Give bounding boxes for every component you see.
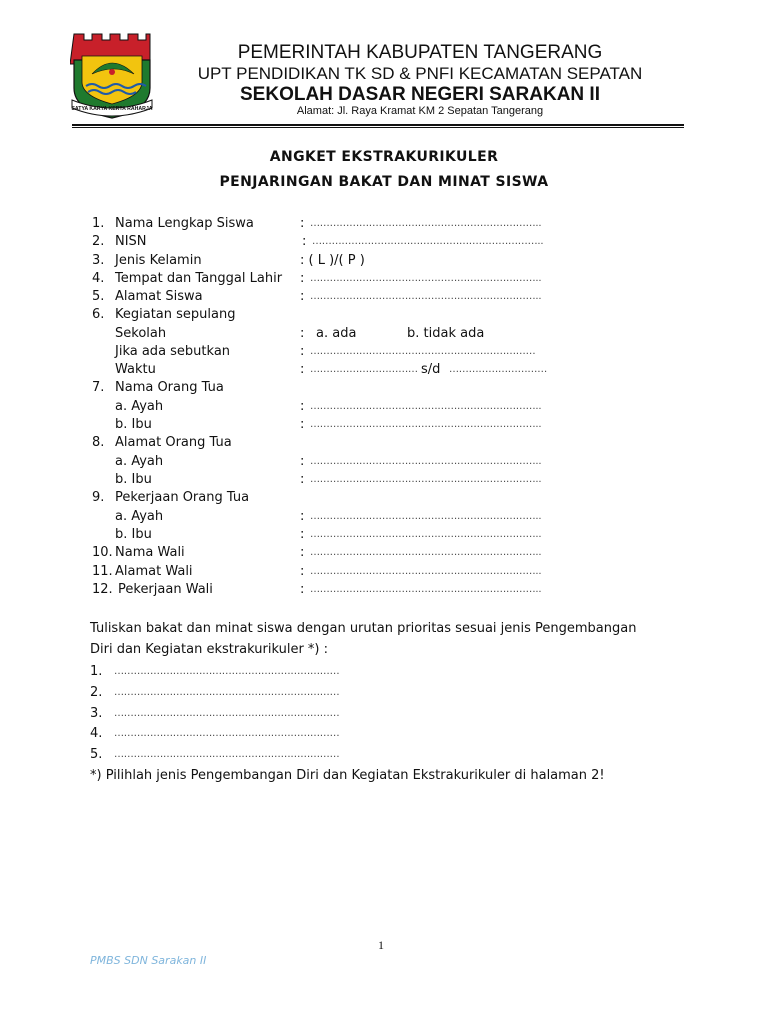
answer-blank[interactable]: ……………………………………………………………..	[310, 474, 542, 485]
answer-blank[interactable]: ……………………………………………………………..	[310, 419, 542, 430]
field-label: a. Ayah	[115, 509, 164, 524]
field-number: 8.	[92, 435, 105, 450]
field-label: Alamat Wali	[115, 564, 193, 579]
field-colon: :	[300, 417, 305, 432]
field-label: Tempat dan Tanggal Lahir	[115, 271, 283, 286]
field-number: 11.	[92, 564, 113, 579]
footer-watermark: PMBS SDN Sarakan II	[90, 954, 207, 967]
option-tidak-ada[interactable]: b. tidak ada	[407, 326, 485, 341]
field-colon: :	[300, 344, 305, 359]
answer-blank[interactable]: ……………………………………………………………..	[310, 566, 542, 577]
field-colon: :	[302, 234, 307, 249]
field-colon: :	[300, 582, 305, 597]
answer-blank[interactable]: ……………………………………………………………..	[310, 291, 542, 302]
answer-blank[interactable]: ……………………………………………………………..	[310, 456, 542, 467]
answer-blank[interactable]: ……………………………………………………………	[114, 666, 340, 677]
document-title: ANGKET EKSTRAKURIKULER	[269, 149, 499, 165]
document-subtitle: PENJARINGAN BAKAT DAN MINAT SISWA	[219, 174, 549, 190]
field-colon: :	[300, 527, 305, 542]
priority-number: 4.	[90, 726, 103, 741]
field-label: Nama Lengkap Siswa	[115, 216, 254, 231]
footnote: *) Pilihlah jenis Pengembangan Diri dan Kegiatan Ekstrakurikuler di halaman 2!	[90, 768, 605, 783]
field-colon: :	[300, 289, 305, 304]
header-address: Alamat: Jl. Raya Kramat KM 2 Sepatan Tangerang	[296, 105, 544, 117]
answer-blank[interactable]: ……………………………………………………………..	[310, 218, 542, 229]
header-divider-thick	[72, 124, 684, 126]
field-label: Jika ada sebutkan	[115, 344, 231, 359]
field-label: Kegiatan sepulang	[115, 307, 236, 322]
instruction-line-1: Tuliskan bakat dan minat siswa dengan urutan prioritas sesuai jenis Pengembangan	[90, 621, 637, 636]
kabupaten-tangerang-logo-icon	[70, 30, 154, 122]
field-colon: :	[300, 454, 305, 469]
page-number: 1	[378, 938, 384, 952]
field-number: 1.	[92, 216, 105, 231]
answer-blank[interactable]: ……………………………………………………………..	[310, 273, 542, 284]
field-label: Pekerjaan Wali	[118, 582, 213, 597]
header-school-name: SEKOLAH DASAR NEGERI SARAKAN II	[240, 84, 600, 105]
field-colon: :	[300, 545, 305, 560]
field-label: Nama Wali	[115, 545, 185, 560]
field-colon: :	[300, 362, 305, 377]
answer-blank[interactable]: ……………………………………………………………	[114, 708, 340, 719]
field-label: Jenis Kelamin	[115, 253, 202, 268]
field-colon: :	[300, 564, 305, 579]
header-divider-thin	[72, 127, 684, 128]
field-label: Pekerjaan Orang Tua	[115, 490, 250, 505]
answer-blank[interactable]: ……………………………………………………………..	[310, 547, 542, 558]
gender-choice[interactable]: : ( L )/( P )	[300, 253, 365, 268]
field-label: a. Ayah	[115, 399, 164, 414]
field-colon: :	[300, 399, 305, 414]
answer-blank[interactable]: ……………………………………………………………	[114, 728, 340, 739]
priority-number: 2.	[90, 685, 103, 700]
logo-motto: SATYA KARYA KERTA RAHARJA	[71, 106, 153, 112]
field-label: Sekolah	[115, 326, 167, 341]
field-number: 5.	[92, 289, 105, 304]
field-label: b. Ibu	[115, 527, 152, 542]
field-number: 9.	[92, 490, 105, 505]
field-label: NISN	[115, 234, 147, 249]
answer-blank[interactable]: ……………………………………………………………..	[310, 584, 542, 595]
field-colon: :	[300, 472, 305, 487]
instruction-line-2: Diri dan Kegiatan ekstrakurikuler *) :	[90, 642, 329, 657]
priority-number: 3.	[90, 706, 103, 721]
field-label: Alamat Orang Tua	[115, 435, 232, 450]
field-colon: :	[300, 216, 305, 231]
field-label: b. Ibu	[115, 417, 152, 432]
answer-blank[interactable]: ……………………………………………………………..	[310, 511, 542, 522]
field-label: Alamat Siswa	[115, 289, 203, 304]
answer-blank[interactable]: ……………………………………………………………..	[310, 401, 542, 412]
field-number: 6.	[92, 307, 105, 322]
priority-number: 1.	[90, 664, 103, 679]
answer-blank[interactable]: ……………………………………………………………	[114, 749, 340, 760]
answer-blank[interactable]: ……………………………………………………………..	[310, 529, 542, 540]
time-end-blank[interactable]: …………………………	[449, 364, 548, 375]
answer-blank[interactable]: ……………………………………………………………	[310, 346, 536, 357]
field-colon: :	[300, 271, 305, 286]
field-label: b. Ibu	[115, 472, 152, 487]
header-department: UPT PENDIDIKAN TK SD & PNFI KECAMATAN SEPATAN	[197, 64, 643, 83]
field-number: 2.	[92, 234, 105, 249]
field-number: 3.	[92, 253, 105, 268]
answer-blank[interactable]: ……………………………………………………………	[114, 687, 340, 698]
field-label: Waktu	[115, 362, 156, 377]
option-ada[interactable]: a. ada	[316, 326, 357, 341]
field-label: Nama Orang Tua	[115, 380, 224, 395]
field-number: 7.	[92, 380, 105, 395]
header-government: PEMERINTAH KABUPATEN TANGERANG	[237, 42, 603, 63]
field-colon: :	[300, 326, 305, 341]
sd-label: s/d	[421, 362, 441, 377]
time-start-blank[interactable]: ……………………………	[310, 364, 418, 375]
field-label: a. Ayah	[115, 454, 164, 469]
field-number: 10.	[92, 545, 113, 560]
answer-blank[interactable]: ……………………………………………………………..	[312, 236, 544, 247]
priority-number: 5.	[90, 747, 103, 762]
field-colon: :	[300, 509, 305, 524]
field-number: 12.	[92, 582, 113, 597]
field-number: 4.	[92, 271, 105, 286]
